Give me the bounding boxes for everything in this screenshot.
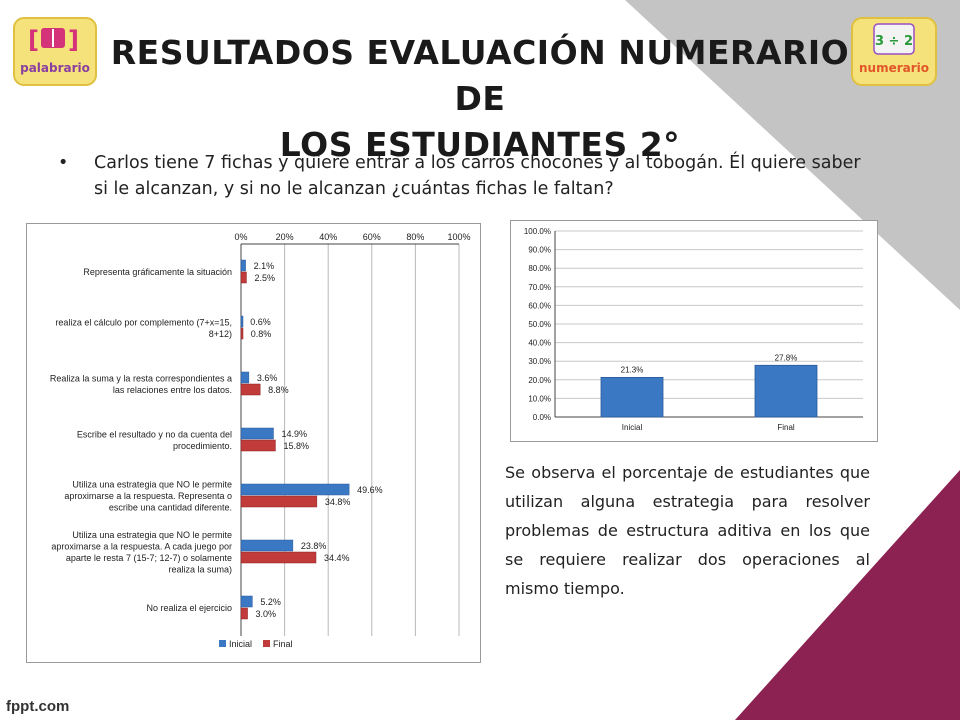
data-label-inicial: 0.6% xyxy=(250,317,271,327)
legend-swatch-inicial xyxy=(219,640,226,647)
x-category-label: Inicial xyxy=(621,423,643,432)
palabrario-logo xyxy=(10,14,100,89)
bar-final xyxy=(241,440,275,451)
category-label: Utiliza una estrategia que NO le permite aproximarse a la respuesta. A cada juego por aparte le resta 7 (15-7; 12-7) o solamente realiza la suma) xyxy=(51,529,232,575)
inicial-final-bar-chart-svg xyxy=(511,221,877,441)
data-label-inicial: 2.1% xyxy=(253,261,275,271)
bar-final xyxy=(241,384,260,395)
footer-brand: fppt.com xyxy=(6,698,70,715)
data-label-final: 8.8% xyxy=(268,385,289,395)
observation-paragraph: Se observa el porcentaje de estudiantes que utilizan alguna estrategia para resolver problemas de estructura aditiva en los que se requiere realizar dos operaciones al mismo tiempo. xyxy=(505,463,870,598)
y-tick-label: 60.0% xyxy=(528,301,551,311)
strategies-bar-chart xyxy=(26,223,481,663)
x-category-label: Final xyxy=(777,423,795,432)
category-label: Utiliza una estrategia que NO le permite aproximarse a la respuesta. Representa o escribe una cantidad diferente. xyxy=(64,479,232,513)
data-label: 21.3% xyxy=(620,365,644,375)
x-tick-label: 80% xyxy=(406,232,425,242)
y-tick-label: 20.0% xyxy=(528,375,551,385)
slide-title xyxy=(110,30,850,168)
bar-inicial xyxy=(241,316,243,327)
slide-title-line-2: LOS ESTUDIANTES 2° xyxy=(279,125,681,164)
palabrario-logo-text: palabrario xyxy=(20,61,90,75)
data-label-inicial: 3.6% xyxy=(256,373,278,383)
problem-statement xyxy=(58,150,878,202)
bar-inicial xyxy=(601,377,663,417)
data-label-inicial: 14.9% xyxy=(281,429,308,439)
category-label: No realiza el ejercicio xyxy=(146,603,232,613)
bar-final xyxy=(241,272,246,283)
svg-text:3 ÷ 2: 3 ÷ 2 xyxy=(874,34,914,49)
y-tick-label: 90.0% xyxy=(528,245,551,255)
x-tick-label: 20% xyxy=(275,232,294,242)
data-label-inicial: 5.2% xyxy=(260,597,281,607)
legend-swatch-final xyxy=(263,640,270,647)
y-tick-label: 10.0% xyxy=(528,394,551,404)
data-label-final: 0.8% xyxy=(250,329,272,339)
bar-inicial xyxy=(241,260,246,271)
bar-final xyxy=(755,365,817,417)
x-tick-label: 60% xyxy=(362,232,381,242)
data-label-final: 2.5% xyxy=(254,273,275,283)
x-tick-label: 0% xyxy=(234,232,248,242)
bullet-icon: • xyxy=(58,153,69,173)
bar-final xyxy=(241,328,243,339)
y-tick-label: 30.0% xyxy=(528,357,551,367)
bar-inicial xyxy=(241,428,273,439)
data-label-final: 15.8% xyxy=(283,441,309,451)
bar-inicial xyxy=(241,484,349,495)
bar-inicial xyxy=(241,540,293,551)
x-tick-label: 100% xyxy=(447,232,471,242)
category-label: Escribe el resultado y no da cuenta del procedimiento. xyxy=(76,429,232,451)
data-label-final: 34.4% xyxy=(323,553,350,563)
bar-inicial xyxy=(241,596,252,607)
category-label: Realiza la suma y la resta correspondientes a las relaciones entre los datos. xyxy=(49,373,232,395)
legend-label-final: Final xyxy=(273,639,293,649)
y-tick-label: 50.0% xyxy=(528,320,551,329)
bar-final xyxy=(241,496,317,507)
data-label-inicial: 49.6% xyxy=(357,485,383,495)
y-tick-label: 0.0% xyxy=(532,413,551,422)
svg-text:[: [ xyxy=(28,26,39,54)
data-label-inicial: 23.8% xyxy=(300,541,327,551)
bar-final xyxy=(241,552,316,563)
category-label: Representa gráficamente la situación xyxy=(83,267,232,277)
x-tick-label: 40% xyxy=(319,232,338,242)
data-label-final: 3.0% xyxy=(255,609,277,619)
problem-statement-text: Carlos tiene 7 fichas y quiere entrar a los carros chocones y al tobogán. Él quiere saber si le alcanzan, y si no le alcanzan ¿cuántas fichas le faltan? xyxy=(94,153,861,199)
inicial-final-bar-chart xyxy=(510,220,878,442)
y-tick-label: 70.0% xyxy=(528,282,551,292)
data-label: 27.8% xyxy=(774,353,798,363)
y-tick-label: 100.0% xyxy=(523,227,551,236)
svg-text:]: ] xyxy=(68,26,79,54)
bar-final xyxy=(241,608,248,619)
category-label: realiza el cálculo por complemento (7+x=15, 8+12) xyxy=(55,317,232,339)
legend-label-inicial: Inicial xyxy=(229,639,253,649)
data-label-final: 34.8% xyxy=(324,497,351,507)
numerario-logo-text: numerario xyxy=(858,61,930,75)
y-tick-label: 80.0% xyxy=(528,264,551,274)
y-tick-label: 40.0% xyxy=(528,338,551,348)
slide-title-line-1: RESULTADOS EVALUACIÓN NUMERARIO DE xyxy=(110,33,850,118)
strategies-bar-chart-svg xyxy=(27,224,480,662)
numerario-logo xyxy=(848,14,940,89)
bar-inicial xyxy=(241,372,249,383)
